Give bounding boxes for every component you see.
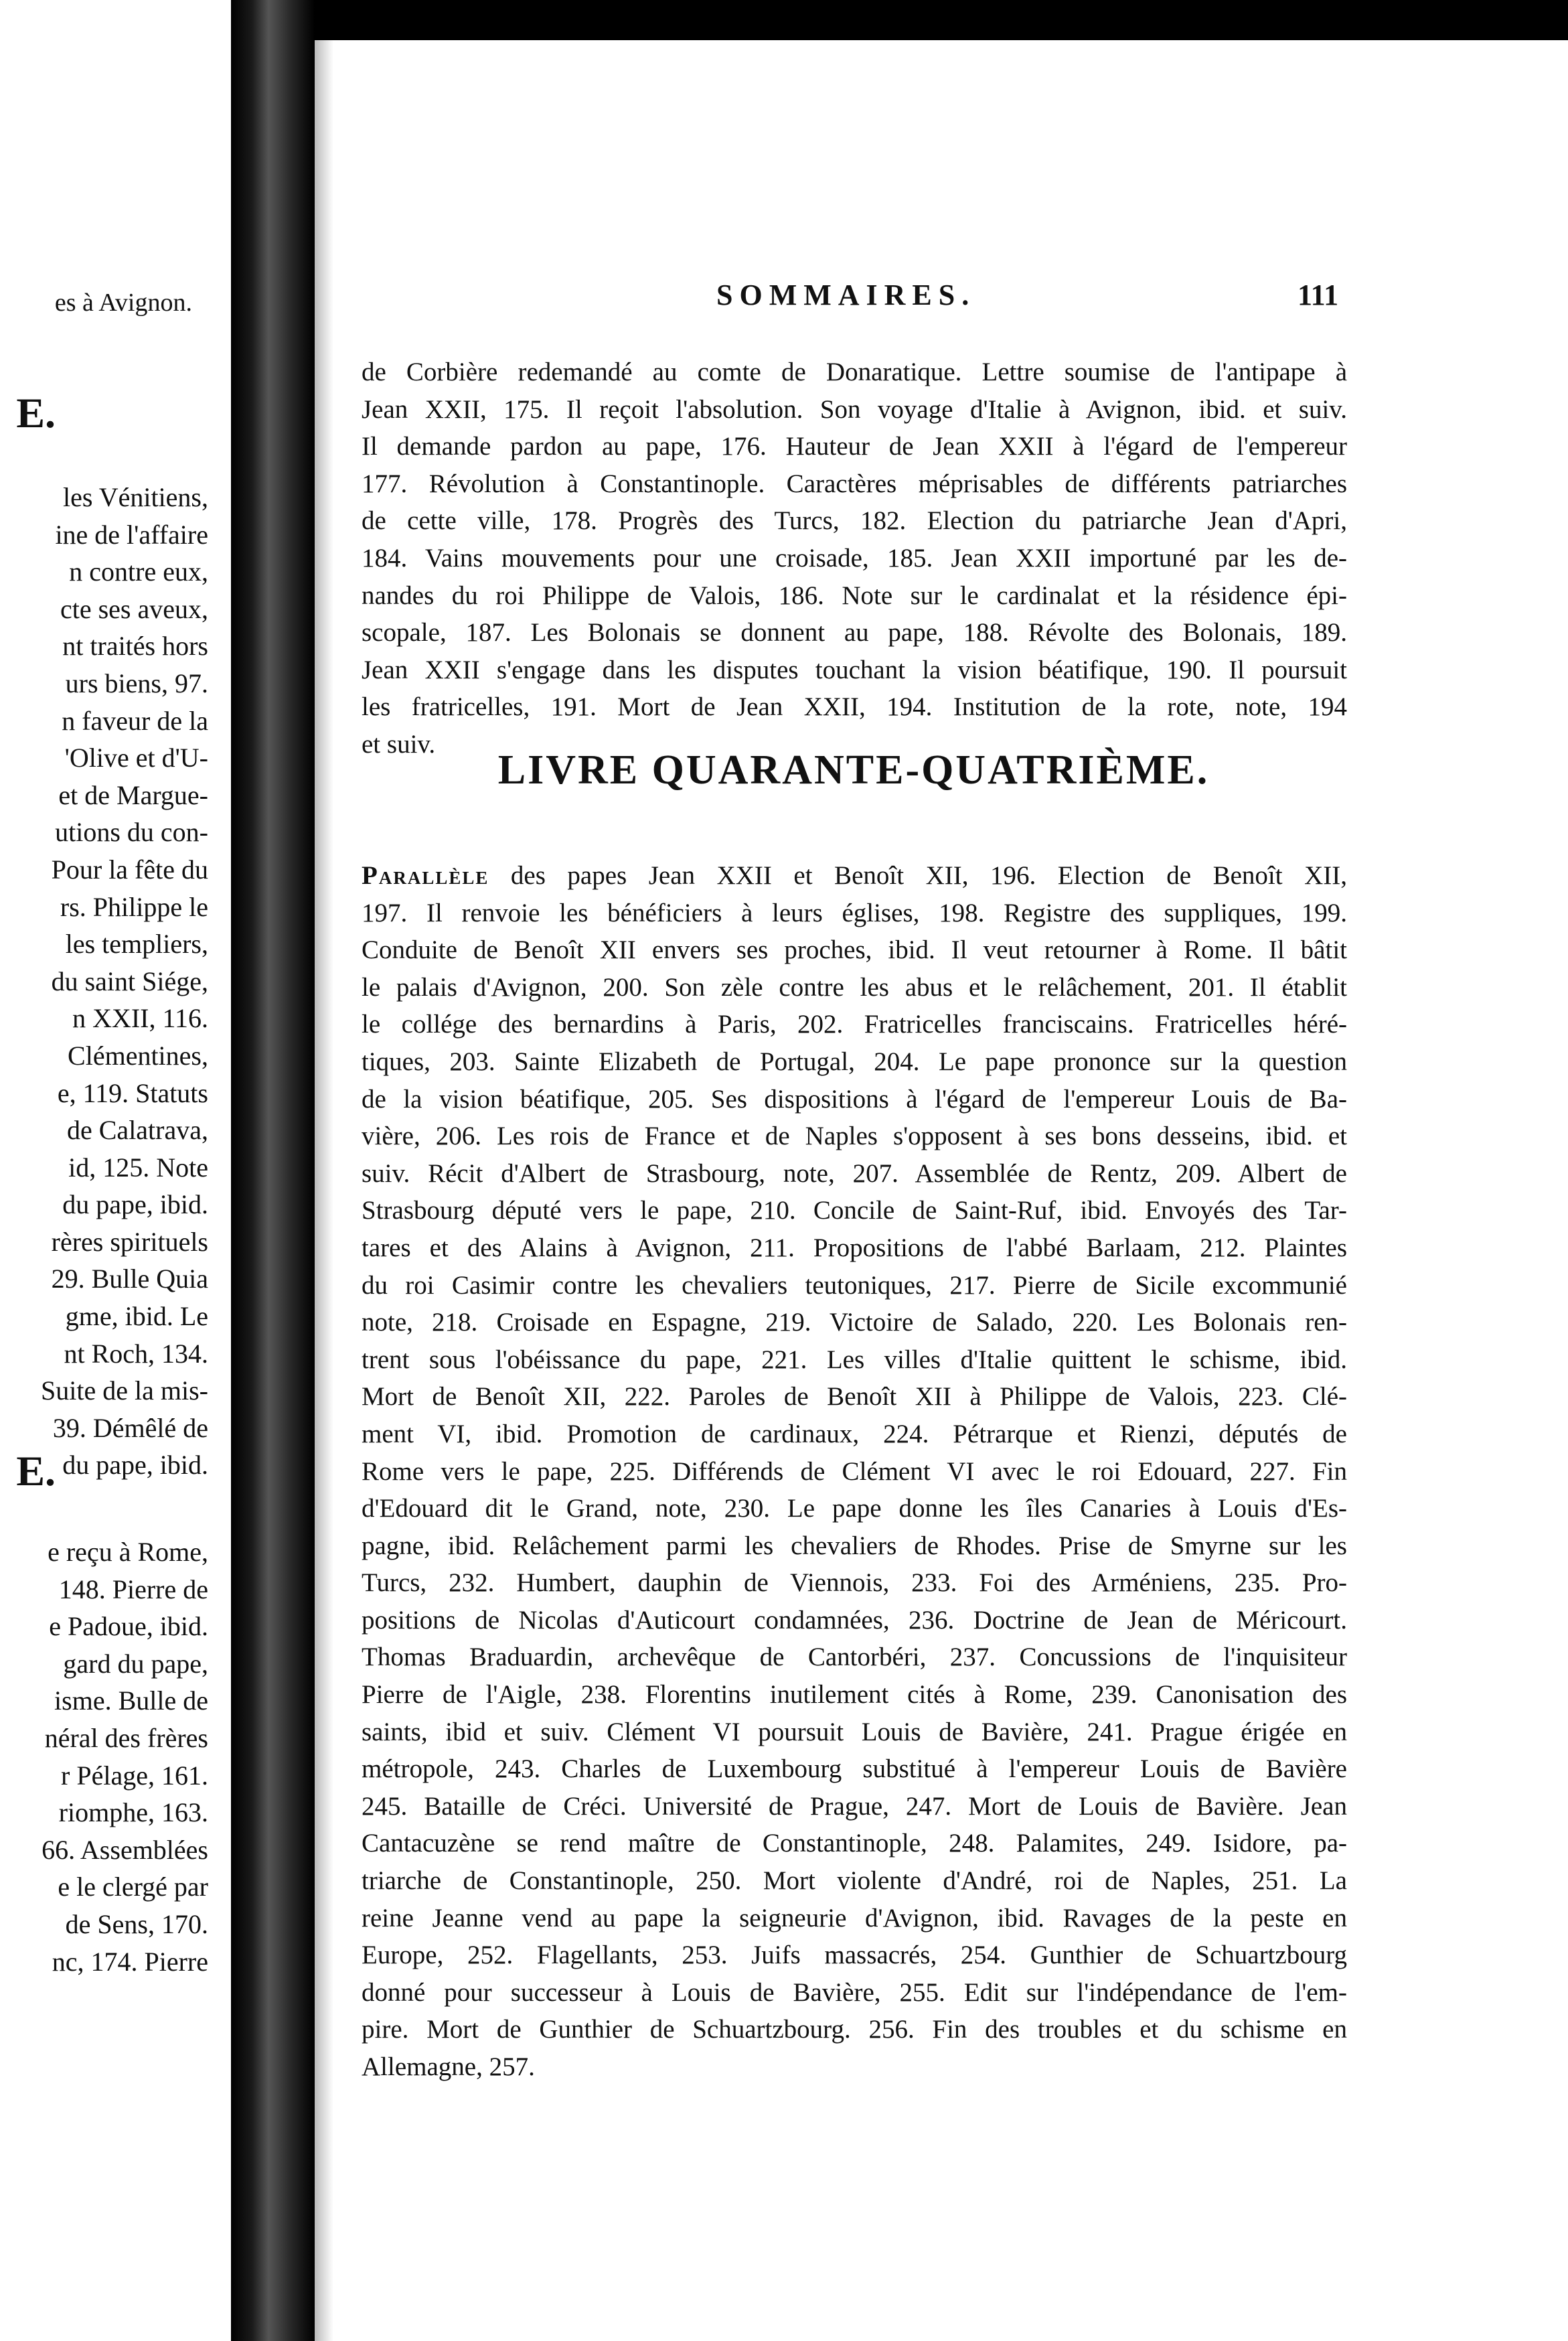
summary-line: 245. Bataille de Créci. Université de Prague, 247. Mort de Louis de Bavière. Jean bbox=[362, 1791, 1347, 1821]
left-text-column-1 bbox=[0, 479, 208, 1484]
left-text-line: rs. Philippe le bbox=[60, 891, 208, 922]
left-text-line: isme. Bulle de bbox=[54, 1685, 208, 1716]
summary-line: note, 218. Croisade en Espagne, 219. Victoire de Salado, 220. Les Bolonais ren- bbox=[362, 1308, 1347, 1337]
left-text-line: id, 125. Note bbox=[68, 1152, 208, 1183]
running-head bbox=[315, 278, 1568, 331]
summary-line: Cantacuzène se rend maître de Constantinople, 248. Palamites, 249. Isidore, pa- bbox=[362, 1829, 1347, 1858]
summary-line: tiques, 203. Sainte Elizabeth de Portugal, 204. Le pape prononce sur la question bbox=[362, 1047, 1347, 1076]
right-page bbox=[315, 40, 1568, 2341]
left-text-line: les templiers, bbox=[65, 929, 208, 960]
page-number: 111 bbox=[1298, 279, 1339, 311]
summary-line: le palais d'Avignon, 200. Son zèle contre les abus et le relâchement, 201. Il établit bbox=[362, 972, 1347, 1002]
summary-line: 184. Vains mouvements pour une croisade, 185. Jean XXII importuné par les de- bbox=[362, 543, 1347, 573]
left-text-line: du pape, ibid. bbox=[62, 1450, 208, 1481]
summary-line: et suiv. bbox=[362, 729, 436, 759]
summary-line: Allemagne, 257. bbox=[362, 2052, 535, 2081]
summary-line: triarche de Constantinople, 250. Mort violente d'André, roi de Naples, 251. La bbox=[362, 1866, 1347, 1896]
summary-line: pagne, ibid. Relâchement parmi les chevaliers de Rhodes. Prise de Smyrne sur les bbox=[362, 1531, 1347, 1560]
left-text-line: utions du con- bbox=[55, 817, 208, 848]
summary-line: suiv. Récit d'Albert de Strasbourg, note, 207. Assemblée de Rentz, 209. Albert de bbox=[362, 1158, 1347, 1188]
left-text-line: 39. Démêlé de bbox=[52, 1412, 208, 1443]
left-text-line: e le clergé par bbox=[58, 1872, 208, 1902]
summary-line: Strasbourg député vers le pape, 210. Concile de Saint-Ruf, ibid. Envoyés des Tar- bbox=[362, 1196, 1347, 1225]
opening-word: Parallèle bbox=[362, 861, 489, 890]
left-text-line: urs biens, 97. bbox=[65, 668, 208, 698]
summary-line: Europe, 252. Flagellants, 253. Juifs massacrés, 254. Gunthier de Schuartzbourg bbox=[362, 1941, 1347, 1970]
left-running-head: es à Avignon. bbox=[54, 289, 192, 317]
summary-line: Rome vers le pape, 225. Différends de Clément VI avec le roi Edouard, 227. Fin bbox=[362, 1456, 1347, 1486]
left-text-line: de Calatrava, bbox=[67, 1115, 208, 1146]
summary-line: positions de Nicolas d'Auticourt condamnées, 236. Doctrine de Jean de Méricourt. bbox=[362, 1605, 1347, 1635]
left-text-line: riomphe, 163. bbox=[58, 1797, 208, 1828]
summary-line: d'Edouard dit le Grand, note, 230. Le pape donne les îles Canaries à Louis d'Es- bbox=[362, 1494, 1347, 1523]
left-text-line: ine de l'affaire bbox=[55, 519, 208, 550]
summary-line: de la vision béatifique, 205. Ses dispositions à l'égard de l'empereur Louis de Ba- bbox=[362, 1084, 1347, 1114]
running-head-title: SOMMAIRES. bbox=[716, 279, 976, 311]
left-text-line: de Sens, 170. bbox=[65, 1908, 208, 1939]
summary-block-book-44 bbox=[362, 857, 1347, 2086]
summary-line: Conduite de Benoît XII envers ses proches, ibid. Il veut retourner à Rome. Il bâtit bbox=[362, 935, 1347, 965]
left-text-line: n faveur de la bbox=[62, 705, 208, 736]
summary-line: les fratricelles, 191. Mort de Jean XXII, 194. Institution de la rote, note, 194 bbox=[362, 692, 1347, 722]
left-text-line: rères spirituels bbox=[51, 1226, 208, 1257]
left-text-line: 66. Assemblées bbox=[42, 1834, 208, 1865]
left-text-line: gard du pape, bbox=[63, 1648, 208, 1679]
summary-line: Mort de Benoît XII, 222. Paroles de Benoît XII à Philippe de Valois, 223. Clé- bbox=[362, 1382, 1347, 1412]
summary-line bbox=[362, 857, 1347, 895]
summary-line: métropole, 243. Charles de Luxembourg substitué à l'empereur Louis de Bavière bbox=[362, 1754, 1347, 1784]
summary-line: saints, ibid et suiv. Clément VI poursuit Louis de Bavière, 241. Prague érigée en bbox=[362, 1717, 1347, 1746]
summary-line: reine Jeanne vend au pape la seigneurie d'Avignon, ibid. Ravages de la peste en bbox=[362, 1903, 1347, 1933]
left-text-line: Clémentines, bbox=[68, 1040, 208, 1071]
summary-line: scopale, 187. Les Bolonais se donnent au pape, 188. Révolte des Bolonais, 189. bbox=[362, 618, 1347, 648]
summary-line: 177. Révolution à Constantinople. Caractères méprisables de différents patriarches bbox=[362, 469, 1347, 498]
left-text-line: néral des frères bbox=[44, 1722, 208, 1753]
summary-line: de Corbière redemandé au comte de Donaratique. Lettre soumise de l'antipape à bbox=[362, 358, 1347, 386]
left-text-line: et de Margue- bbox=[58, 779, 208, 810]
left-section-mark-2: E. bbox=[16, 1447, 56, 1495]
left-text-line: nt Roch, 134. bbox=[64, 1338, 208, 1369]
book-gutter bbox=[231, 0, 315, 2341]
left-text-line: cte ses aveux, bbox=[60, 593, 208, 624]
summary-line: Il demande pardon au pape, 176. Hauteur de Jean XXII à l'égard de l'empereur bbox=[362, 432, 1347, 461]
summary-line: pire. Mort de Gunthier de Schuartzbourg. 256. Fin des troubles et du schisme en bbox=[362, 2015, 1347, 2044]
summary-line: vière, 206. Les rois de France et de Naples s'opposent à ses bons desseins, ibid. et bbox=[362, 1122, 1347, 1151]
summary-line: Jean XXII s'engage dans les disputes touchant la vision béatifique, 190. Il poursuit bbox=[362, 655, 1347, 684]
summary-line: de cette ville, 178. Progrès des Turcs, 182. Election du patriarche Jean d'Apri, bbox=[362, 506, 1347, 536]
left-text-line: e Padoue, ibid. bbox=[49, 1611, 208, 1642]
left-text-line: e, 119. Statuts bbox=[57, 1077, 208, 1108]
left-facing-page bbox=[0, 0, 231, 2341]
left-text-column-2 bbox=[0, 1533, 208, 1980]
summary-line: ment VI, ibid. Promotion de cardinaux, 224. Pétrarque et Rienzi, députés de bbox=[362, 1419, 1347, 1448]
left-text-line: r Pélage, 161. bbox=[61, 1760, 208, 1791]
left-text-line: du pape, ibid. bbox=[62, 1189, 208, 1220]
left-text-line: e reçu à Rome, bbox=[48, 1537, 208, 1567]
opening-line-rest: des papes Jean XXII et Benoît XII, 196. Election de Benoît XII, bbox=[489, 861, 1347, 890]
left-text-line: n XXII, 116. bbox=[72, 1003, 208, 1034]
summary-line: nandes du roi Philippe de Valois, 186. Note sur le cardinalat et la résidence épi- bbox=[362, 581, 1347, 610]
left-text-line: n contre eux, bbox=[69, 556, 208, 587]
summary-line: tares et des Alains à Avignon, 211. Propositions de l'abbé Barlaam, 212. Plaintes bbox=[362, 1233, 1347, 1262]
left-section-mark-1: E. bbox=[16, 389, 56, 437]
left-text-line: Pour la fête du bbox=[51, 854, 208, 885]
left-text-line: Suite de la mis- bbox=[41, 1375, 208, 1406]
summary-line: du roi Casimir contre les chevaliers teutoniques, 217. Pierre de Sicile excommunié bbox=[362, 1270, 1347, 1300]
left-text-line: les Vénitiens, bbox=[62, 482, 208, 512]
summary-line: Jean XXII, 175. Il reçoit l'absolution. Son voyage d'Italie à Avignon, ibid. et suiv. bbox=[362, 394, 1347, 424]
summary-line: 197. Il renvoie les bénéficiers à leurs églises, 198. Registre des suppliques, 199. bbox=[362, 898, 1347, 927]
summary-line: donné pour successeur à Louis de Bavière, 255. Edit sur l'indépendance de l'em- bbox=[362, 1977, 1347, 2007]
summary-line: Turcs, 232. Humbert, dauphin de Viennois, 233. Foi des Arméniens, 235. Pro- bbox=[362, 1568, 1347, 1598]
left-text-line: gme, ibid. Le bbox=[65, 1301, 208, 1332]
left-text-line: 'Olive et d'U- bbox=[64, 743, 208, 773]
summary-line: le collége des bernardins à Paris, 202. Fratricelles franciscains. Fratricelles héré- bbox=[362, 1010, 1347, 1039]
left-text-line: 29. Bulle Quia bbox=[51, 1264, 208, 1294]
summary-line: Pierre de l'Aigle, 238. Florentins inutilement cités à Rome, 239. Canonisation des bbox=[362, 1680, 1347, 1710]
summary-line: trent sous l'obéissance du pape, 221. Les villes d'Italie quittent le schisme, ibid. bbox=[362, 1345, 1347, 1374]
left-text-line: nc, 174. Pierre bbox=[52, 1946, 208, 1977]
left-text-line: nt traités hors bbox=[62, 631, 208, 662]
left-text-line: du saint Siége, bbox=[51, 966, 208, 996]
summary-block-previous-book bbox=[362, 354, 1347, 763]
page-fold-shadow bbox=[315, 40, 333, 2341]
book-title: LIVRE QUARANTE-QUATRIÈME. bbox=[497, 747, 1210, 793]
left-text-line: 148. Pierre de bbox=[58, 1574, 208, 1604]
summary-line: Thomas Braduardin, archevêque de Cantorbéri, 237. Concussions de l'inquisiteur bbox=[362, 1643, 1347, 1672]
